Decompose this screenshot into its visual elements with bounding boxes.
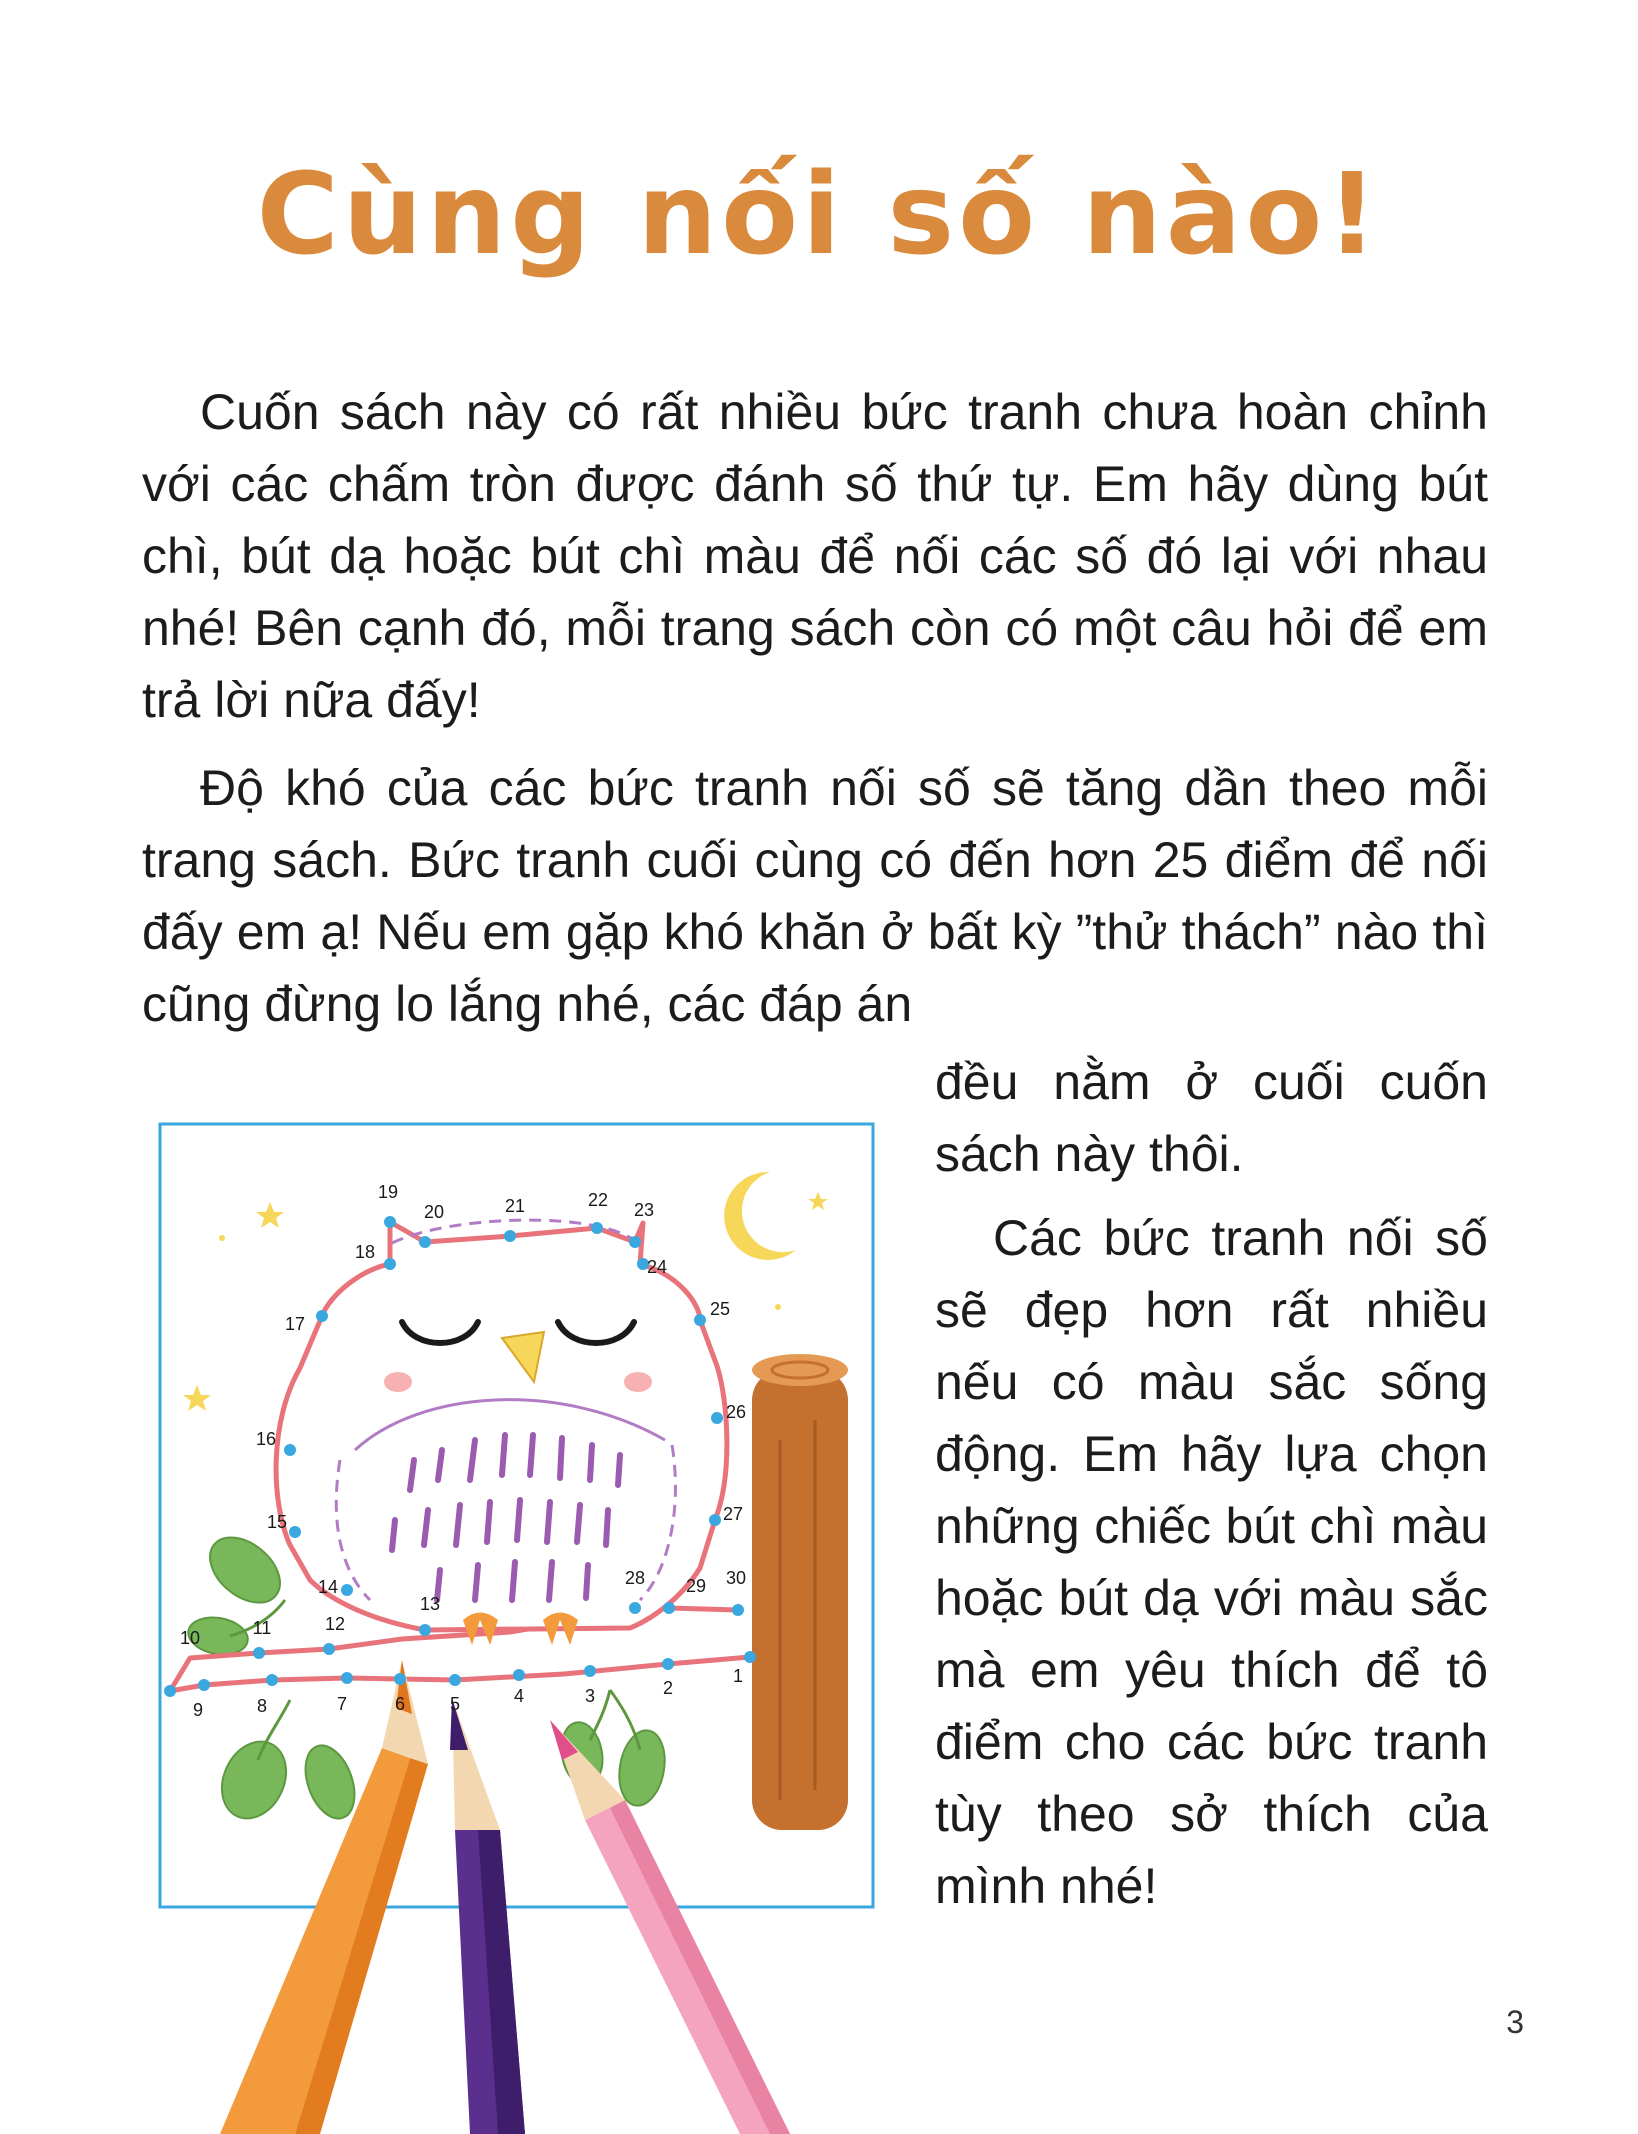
dot-label-30: 30 — [725, 1568, 747, 1588]
dot-7 — [341, 1672, 353, 1684]
dot-25 — [694, 1314, 706, 1326]
moon-icon — [724, 1172, 796, 1260]
dot-label-18: 18 — [354, 1242, 376, 1262]
dot-27 — [709, 1514, 721, 1526]
dot-17 — [316, 1310, 328, 1322]
dot-label-12: 12 — [324, 1614, 346, 1634]
dot-label-1: 1 — [732, 1666, 744, 1686]
dot-label-3: 3 — [584, 1686, 596, 1706]
dot-13 — [419, 1624, 431, 1636]
dot-29 — [663, 1602, 675, 1614]
dot-6 — [394, 1673, 406, 1685]
dot-18 — [384, 1258, 396, 1270]
dot-label-15: 15 — [266, 1512, 288, 1532]
dot-5 — [449, 1674, 461, 1686]
dot-26 — [711, 1412, 723, 1424]
dot-label-8: 8 — [256, 1696, 268, 1716]
dot-label-5: 5 — [449, 1694, 461, 1714]
paragraph-difficulty-continued: đều nằm ở cuối cuốn sách này thôi. — [935, 1054, 1488, 1182]
dot-label-10: 10 — [179, 1628, 201, 1648]
dot-label-28: 28 — [624, 1568, 646, 1588]
dot-3 — [584, 1665, 596, 1677]
dot-10 — [164, 1685, 176, 1697]
dot-8 — [266, 1674, 278, 1686]
dot-1 — [744, 1651, 756, 1663]
dot-label-27: 27 — [722, 1504, 744, 1524]
dot-label-13: 13 — [419, 1594, 441, 1614]
dot-label-7: 7 — [336, 1694, 348, 1714]
dot-23 — [629, 1236, 641, 1248]
dot-label-4: 4 — [513, 1686, 525, 1706]
dot-19 — [384, 1216, 396, 1228]
dot-label-21: 21 — [504, 1196, 526, 1216]
dot-4 — [513, 1669, 525, 1681]
orange-pencil-icon — [220, 1660, 428, 2134]
dot-28 — [629, 1602, 641, 1614]
dot-label-26: 26 — [725, 1402, 747, 1422]
dot-label-29: 29 — [685, 1576, 707, 1596]
tree-trunk-icon — [752, 1354, 848, 1830]
dot-label-19: 19 — [377, 1182, 399, 1202]
dot-21 — [504, 1230, 516, 1242]
dot-12 — [323, 1643, 335, 1655]
dot-label-6: 6 — [394, 1694, 406, 1714]
dot-15 — [289, 1526, 301, 1538]
owl-illustration — [0, 1100, 1000, 2134]
dot-20 — [419, 1236, 431, 1248]
dot-label-11: 11 — [252, 1618, 272, 1638]
dot-label-16: 16 — [255, 1429, 277, 1449]
dot-30 — [732, 1604, 744, 1616]
page-number: 3 — [1506, 2004, 1524, 2040]
dot-label-14: 14 — [317, 1577, 339, 1597]
dot-9 — [198, 1679, 210, 1691]
paragraph-coloring: Các bức tranh nối số sẽ đẹp hơn rất nhiều nếu có màu sắc sống động. Em hãy lựa chọn những chiếc bút chì màu hoặc bút dạ với màu sắc mà em yêu thích để tô điểm cho các bức tranh tùy theo sở thích của mình nhé! — [935, 1210, 1488, 1914]
dot-22 — [591, 1222, 603, 1234]
dot-label-17: 17 — [284, 1314, 306, 1334]
dot-11 — [253, 1647, 265, 1659]
purple-pencil-icon — [450, 1698, 525, 2134]
dot-label-20: 20 — [423, 1202, 445, 1222]
paragraph-intro: Cuốn sách này có rất nhiều bức tranh chưa hoàn chỉnh với các chấm tròn được đánh số thứ tự. Em hãy dùng bút chì, bút dạ hoặc bút chì màu để nối các số đó lại với nhau nhé! Bên cạnh đó, mỗi trang sách còn có một câu hỏi để em trả lời nữa đấy! — [142, 384, 1488, 728]
dot-label-9: 9 — [192, 1700, 204, 1720]
dot-label-25: 25 — [709, 1299, 731, 1319]
page-title: Cùng nối số nào! — [256, 150, 1382, 280]
dot-label-2: 2 — [662, 1678, 674, 1698]
dot-label-23: 23 — [633, 1200, 655, 1220]
dot-label-22: 22 — [587, 1190, 609, 1210]
dot-16 — [284, 1444, 296, 1456]
dot-14 — [341, 1584, 353, 1596]
dot-2 — [662, 1658, 674, 1670]
dot-label-24: 24 — [646, 1257, 668, 1277]
paragraph-difficulty: Độ khó của các bức tranh nối số sẽ tăng dần theo mỗi trang sách. Bức tranh cuối cùng có đến hơn 25 điểm để nối đấy em ạ! Nếu em gặp khó khăn ở bất kỳ ”thử thách” nào thì cũng đừng lo lắng nhé, các đáp án — [142, 760, 1488, 1032]
